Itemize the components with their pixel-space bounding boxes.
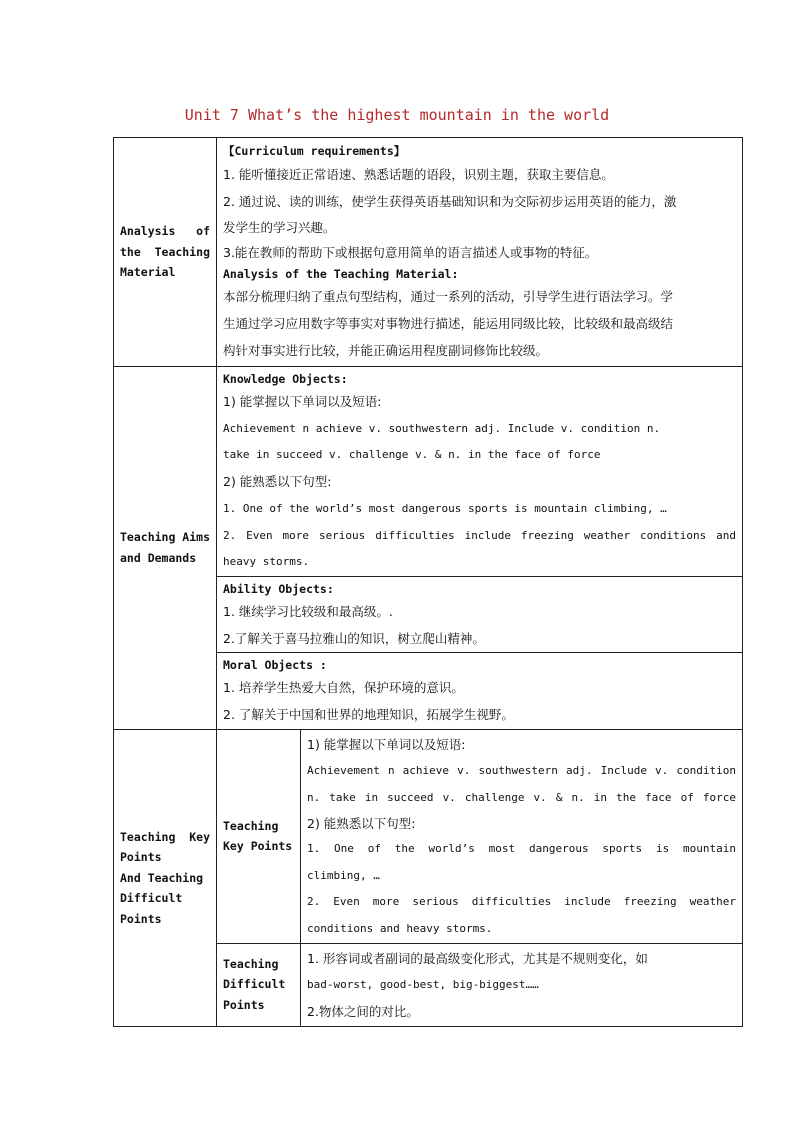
knowledge-line-4: 2) 能熟悉以下句型:: [223, 474, 332, 490]
ability-objects: [217, 576, 743, 652]
outer-label-line-3: And Teaching: [120, 870, 204, 885]
analysis-paragraph-1: 本部分梳理归纳了重点句型结构，通过一系列的活动，引导学生进行语法学习。学: [223, 289, 674, 305]
key-line-7: 2. Even more serious difficulties include freezing weather: [307, 895, 736, 909]
knowledge-line-3: take in succeed v. challenge v. & n. in the face of force: [223, 448, 601, 462]
key-line-3: n. take in succeed v. challenge v. & n. in the face of force: [307, 791, 736, 805]
outer-label-line-4: Difficult: [120, 891, 183, 905]
analysis-subheading: Analysis of the Teaching Material:: [223, 267, 459, 282]
outer-label-line-2: Points: [120, 850, 162, 864]
difficult-label-line-3: Points: [223, 997, 265, 1012]
knowledge-line-1: 1) 能掌握以下单词以及短语:: [223, 394, 382, 409]
knowledge-line-5: 1. One of the world’s most dangerous sports is mountain climbing, …: [223, 501, 667, 515]
difficult-line-1: 1. 形容词或者副词的最高级变化形式，尤其是不规则变化，如: [307, 950, 648, 966]
moral-line-1: 1. 培养学生热爱大自然，保护环境的意识。: [223, 680, 464, 696]
ability-line-1: 1. 继续学习比较级和最高级。.: [223, 603, 393, 619]
key-line-5: 1. One of the world’s most dangerous sports is mountain: [307, 841, 736, 855]
key-line-4: 2) 能熟悉以下句型:: [307, 815, 416, 831]
key-label-line-2: Key Points: [223, 839, 293, 854]
difficult-points-label: [217, 943, 301, 1026]
requirement-2b: 发学生的学习兴趣。: [223, 220, 336, 236]
key-line-6: climbing, …: [307, 868, 380, 882]
curriculum-heading: 【Curriculum requirements】: [223, 144, 406, 158]
knowledge-line-7: heavy storms.: [223, 555, 310, 569]
analysis-paragraph-3: 构针对事实进行比较，并能正确运用程度副词修饰比较级。: [223, 342, 549, 358]
key-points-row: [114, 729, 743, 943]
analysis-row: [114, 138, 743, 367]
key-points-label: [217, 729, 301, 943]
knowledge-row: [114, 367, 743, 577]
outer-label-line-5: Points: [120, 911, 162, 926]
analysis-content: [217, 138, 743, 367]
difficult-points-content: [301, 943, 743, 1026]
lesson-plan-table: [113, 137, 743, 1027]
difficult-label-line-2: Difficult: [223, 977, 286, 992]
requirement-3: 3.能在教师的帮助下或根据句意用简单的语言描述人或事物的特征。: [223, 245, 598, 261]
knowledge-objects: [217, 367, 743, 577]
outer-label-line-1: Teaching Key: [120, 829, 210, 844]
key-line-2: Achievement n achieve v. southwestern adj. Include v. condition: [307, 764, 736, 778]
difficult-label-line-1: Teaching: [223, 956, 279, 971]
key-label-line-1: Teaching: [223, 818, 279, 833]
key-points-content: [301, 729, 743, 943]
aims-label-line-1: Teaching Aims: [120, 530, 211, 545]
moral-objects: [217, 653, 743, 729]
knowledge-line-6: 2. Even more serious difficulties include freezing weather conditions and: [223, 528, 736, 542]
key-line-1: 1) 能掌握以下单词以及短语:: [307, 736, 466, 752]
document-title: Unit 7 What’s the highest mountain in the world: [184, 106, 610, 124]
difficult-line-3: 2.物体之间的对比。: [307, 1004, 419, 1020]
moral-heading: Moral Objects :: [223, 658, 327, 673]
key-line-8: conditions and heavy storms.: [307, 921, 493, 935]
key-points-outer-label: [114, 729, 217, 1026]
aims-label: [114, 367, 217, 730]
ability-line-2: 2.了解关于喜马拉雅山的知识，树立爬山精神。: [223, 630, 485, 646]
difficult-line-2: bad-worst, good-best, big-biggest……: [307, 978, 539, 992]
requirement-2a: 2. 通过说、读的训练，使学生获得英语基础知识和为交际初步运用英语的能力，激: [223, 193, 677, 209]
knowledge-line-2: Achievement n achieve v. southwestern adj. Include v. condition n.: [223, 421, 661, 435]
knowledge-heading: Knowledge Objects:: [223, 372, 348, 386]
ability-heading: Ability Objects:: [223, 581, 334, 596]
aims-label-line-2: and Demands: [120, 550, 197, 565]
analysis-paragraph-2: 生通过学习应用数字等事实对事物进行描述，能运用同级比较，比较级和最高级结: [223, 315, 674, 331]
analysis-label: Analysis of the Teaching Material: [114, 138, 217, 367]
requirement-1: 1. 能听懂接近正常语速、熟悉话题的语段，识别主题，获取主要信息。: [223, 167, 614, 182]
moral-line-2: 2. 了解关于中国和世界的地理知识，拓展学生视野。: [223, 707, 514, 723]
